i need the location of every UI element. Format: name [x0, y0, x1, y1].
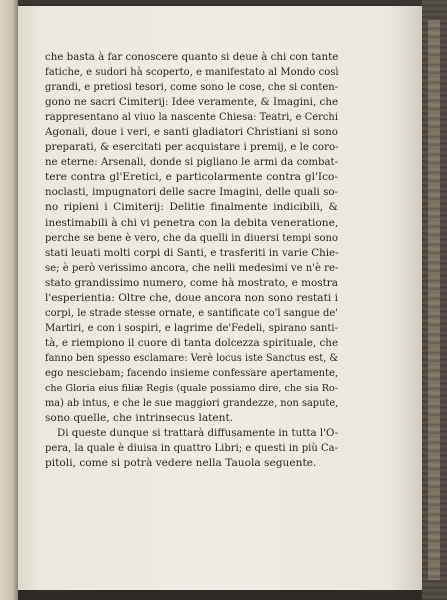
text-line: che Gloria eius filiæ Regis (quale possiamo dire, che sia Ro- [45, 383, 338, 395]
text-line: rappresentano al viuo la nascente Chiesa: Teatri, e Cerchi [45, 112, 338, 124]
text-line: tere contra gl'Eretici, e particolarmente contra gl'Ico- [45, 171, 338, 184]
text-line: preparati, & esercitati per acquistare i premij, e le coro- [45, 141, 339, 154]
text-line: corpi, le strade stesse ornate, e santificate co'l sangue de' [45, 307, 338, 319]
previous-page-edge [0, 0, 18, 600]
page-stack-strip [428, 20, 440, 580]
book-binding-edge [422, 0, 447, 600]
book-page [18, 6, 422, 592]
text-line: fanno ben spesso esclamare: Verè locus iste Sanctus est, & [45, 352, 339, 364]
text-line: fatiche, e sudori hà scoperto, e manifestato al Mondo così [45, 67, 339, 79]
text-line: tà, e riempiono il cuore di tanta dolcezza spirituale, che [45, 336, 339, 349]
page-bottom-shadow [18, 590, 422, 600]
text-line: stati leuati molti corpi di Santi, e trasferiti in varie Chie- [45, 246, 339, 259]
text-line: sono quelle, che intrinsecus latent. [45, 412, 234, 425]
text-line: pera, la quale è diuisa in quattro Libri; e questi in più Ca- [45, 443, 338, 455]
text-line: ne eterne: Arsenali, donde si pigliano le armi da combat- [45, 157, 338, 169]
text-line: ma) ab intus, e che le sue maggiori grandezze, non sapute, [45, 398, 339, 410]
text-line: ego nesciebam; facendo insieme confessare apertamente, [45, 367, 339, 379]
text-line: no ripieni i Cimiterij: Delitie finalmente indicibili, & [45, 201, 338, 214]
text-line: Martiri, e con i sospiri, e lagrime de'Fedeli, spirano santi- [45, 322, 338, 334]
text-line: grandi, e pretiosi tesori, come sono le cose, che si conten- [45, 82, 338, 94]
text-line: pitoli, come si potrà vedere nella Tauola seguente. [45, 457, 317, 470]
text-line: noclasti, impugnatori delle sacre Imagini, delle quali so- [45, 186, 338, 199]
text-line: se; è però verissimo ancora, che nelli medesimi ve n'è re- [45, 262, 339, 274]
text-line: perche se bene è vero, che da quelli in diuersi tempi sono [45, 232, 338, 244]
text-line: che basta à far conoscere quanto si deue à chi con tante [45, 51, 339, 63]
text-line: Di queste dunque si trattarà diffusamente in tutta l'O- [57, 427, 339, 440]
text-line: l'esperientia: Oltre che, doue ancora non sono restati i [45, 291, 338, 304]
text-line: gono ne sacri Cimiterij: Idee veramente, & Imagini, che [45, 96, 339, 109]
text-line: stato grandissimo numero, come hà mostrato, e mostra [45, 276, 338, 289]
page-text [45, 50, 338, 471]
text-line: inestimabili à chi vi penetra con la debita veneratione, [45, 216, 339, 229]
text-line: Agonali, doue i veri, e santi gladiatori Christiani si sono [45, 126, 338, 139]
